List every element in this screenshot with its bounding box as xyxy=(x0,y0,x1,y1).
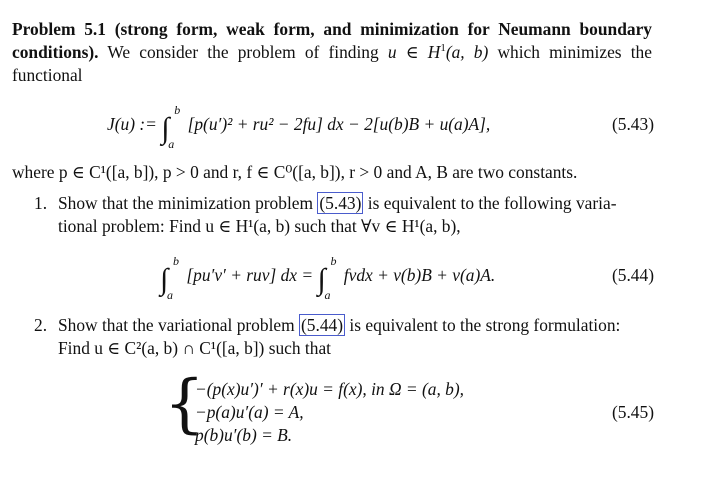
eq543-integral: ∫ b a xyxy=(161,113,183,140)
item2-number: 2. xyxy=(34,315,48,335)
eq543-int-bot: a xyxy=(168,137,175,151)
eq545-line2: −p(a)u′(a) = A, xyxy=(195,402,304,422)
eq545-number: (5.45) xyxy=(611,402,654,422)
eq544-int2-top: b xyxy=(330,254,337,268)
item2-text2: is equivalent to the strong formulation: xyxy=(349,315,621,335)
intro-space: (a, b) xyxy=(445,42,489,62)
problem-page xyxy=(12,18,652,448)
item1-text1: Show that the minimization problem xyxy=(58,193,314,213)
eq544-int1-top: b xyxy=(173,254,179,268)
eq544-lhs: [pu′v′ + ruv] dx = xyxy=(186,265,314,285)
intro-sup: 1 xyxy=(440,42,446,55)
item1-text2: is equivalent to the following varia- xyxy=(367,193,617,213)
ref-5-44-link[interactable]: (5.44) xyxy=(301,315,344,335)
problem-intro xyxy=(12,18,652,87)
problem-title: Problem 5.1 (strong form, weak form, and minimization for Neumann boundary conditions). xyxy=(12,19,652,62)
item-1 xyxy=(12,192,652,238)
item-2 xyxy=(12,314,652,360)
eq543-int-top: b xyxy=(174,103,181,117)
eq544-integral-2: ∫ b a xyxy=(317,264,339,291)
item1-text3: tional problem: Find u ∈ H¹(a, b) such that ∀v ∈ H¹(a, b), xyxy=(58,216,461,236)
intro-u-in: u ∈ H xyxy=(387,42,441,62)
eq545-brace: { xyxy=(164,367,205,441)
item1-number: 1. xyxy=(34,193,48,213)
eq543-number: (5.43) xyxy=(611,114,654,134)
item2-text1: Show that the variational problem xyxy=(58,315,295,335)
eq545-line1: −(p(x)u′)′ + r(x)u = f(x), in Ω = (a, b), xyxy=(195,379,464,399)
eq544-number: (5.44) xyxy=(611,265,654,285)
eq544-integral-1: ∫ b a xyxy=(160,264,182,291)
intro-tail: which minimizes the functional xyxy=(12,42,652,85)
where-clause: where p ∈ C¹([a, b]), p > 0 and r, f ∈ C⁰([a, b]), r > 0 and A, B are two constants. xyxy=(12,162,578,182)
equation-5-43 xyxy=(12,103,654,151)
equation-5-45 xyxy=(12,367,654,448)
eq545-line3: p(b)u′(b) = B. xyxy=(195,425,293,445)
eq544-int1-bot: a xyxy=(167,288,173,302)
ref-5-43-link[interactable]: (5.43) xyxy=(319,193,362,213)
eq544-int2-bot: a xyxy=(324,288,331,302)
eq543-lhs: J(u) := xyxy=(107,114,157,134)
eq544-rhs: fvdx + v(b)B + v(a)A. xyxy=(343,265,496,285)
item2-text3: Find u ∈ C²(a, b) ∩ C¹([a, b]) such that xyxy=(58,338,332,358)
eq543-integrand: [p(u′)² + ru² − 2fu] dx − 2[u(b)B + u(a)A], xyxy=(187,114,491,134)
equation-5-44 xyxy=(12,256,652,300)
intro-text: We consider the problem of finding xyxy=(107,42,379,62)
